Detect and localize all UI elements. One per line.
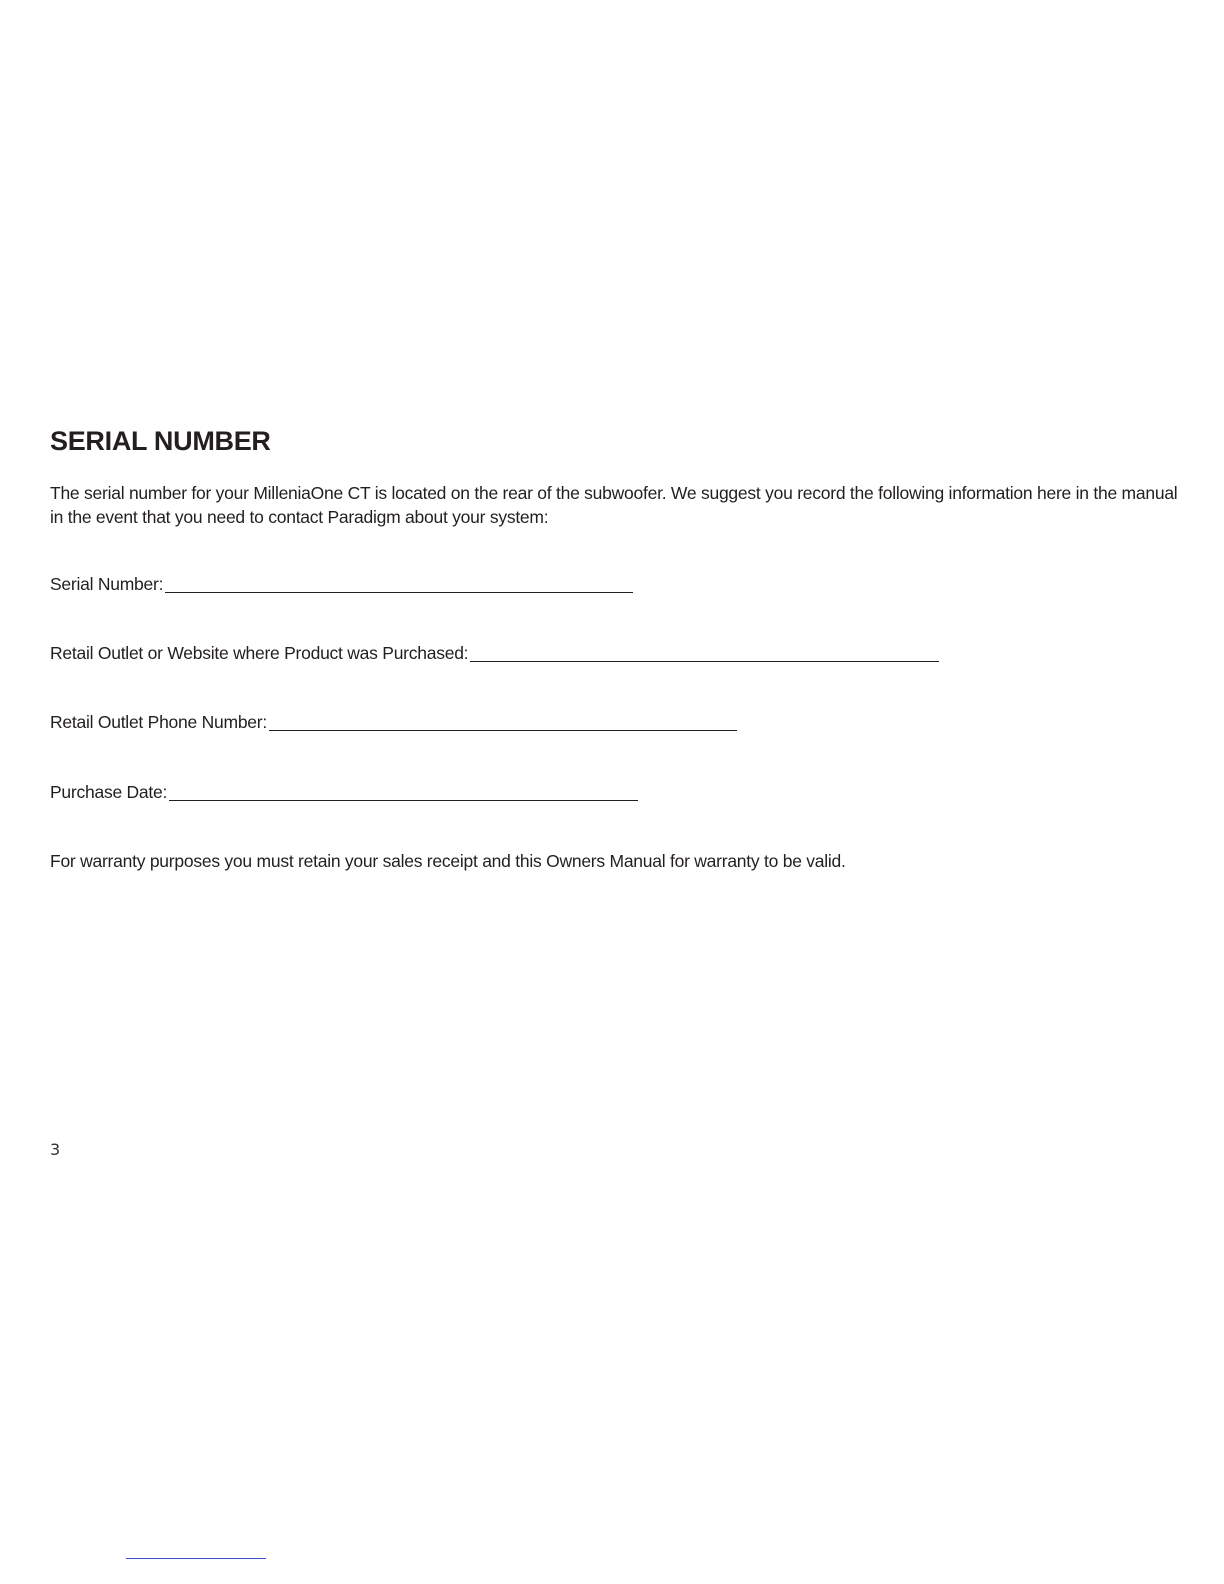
serial-number-blank-line [165, 591, 633, 593]
retail-phone-field [50, 712, 737, 733]
retail-outlet-label: Retail Outlet or Website where Product was Purchased: [50, 643, 469, 663]
footer-rule [126, 1558, 266, 1559]
serial-number-label: Serial Number: [50, 574, 164, 594]
purchase-date-field [50, 782, 638, 803]
purchase-date-blank-line [169, 799, 638, 801]
page-number: 3 [50, 1140, 61, 1159]
serial-number-field [50, 574, 633, 595]
intro-paragraph: The serial number for your MilleniaOne CT is located on the rear of the subwoofer. We suggest you record the following information here in the manual in the event that you need to contact Paradigm about your system: [50, 483, 1178, 527]
retail-outlet-field [50, 643, 939, 664]
retail-outlet-blank-line [470, 660, 939, 662]
section-heading: SERIAL NUMBER [50, 426, 271, 456]
retail-phone-blank-line [269, 729, 737, 731]
retail-phone-label: Retail Outlet Phone Number: [50, 712, 267, 732]
warranty-note: For warranty purposes you must retain your sales receipt and this Owners Manual for warranty to be valid. [50, 851, 846, 871]
purchase-date-label: Purchase Date: [50, 782, 168, 802]
